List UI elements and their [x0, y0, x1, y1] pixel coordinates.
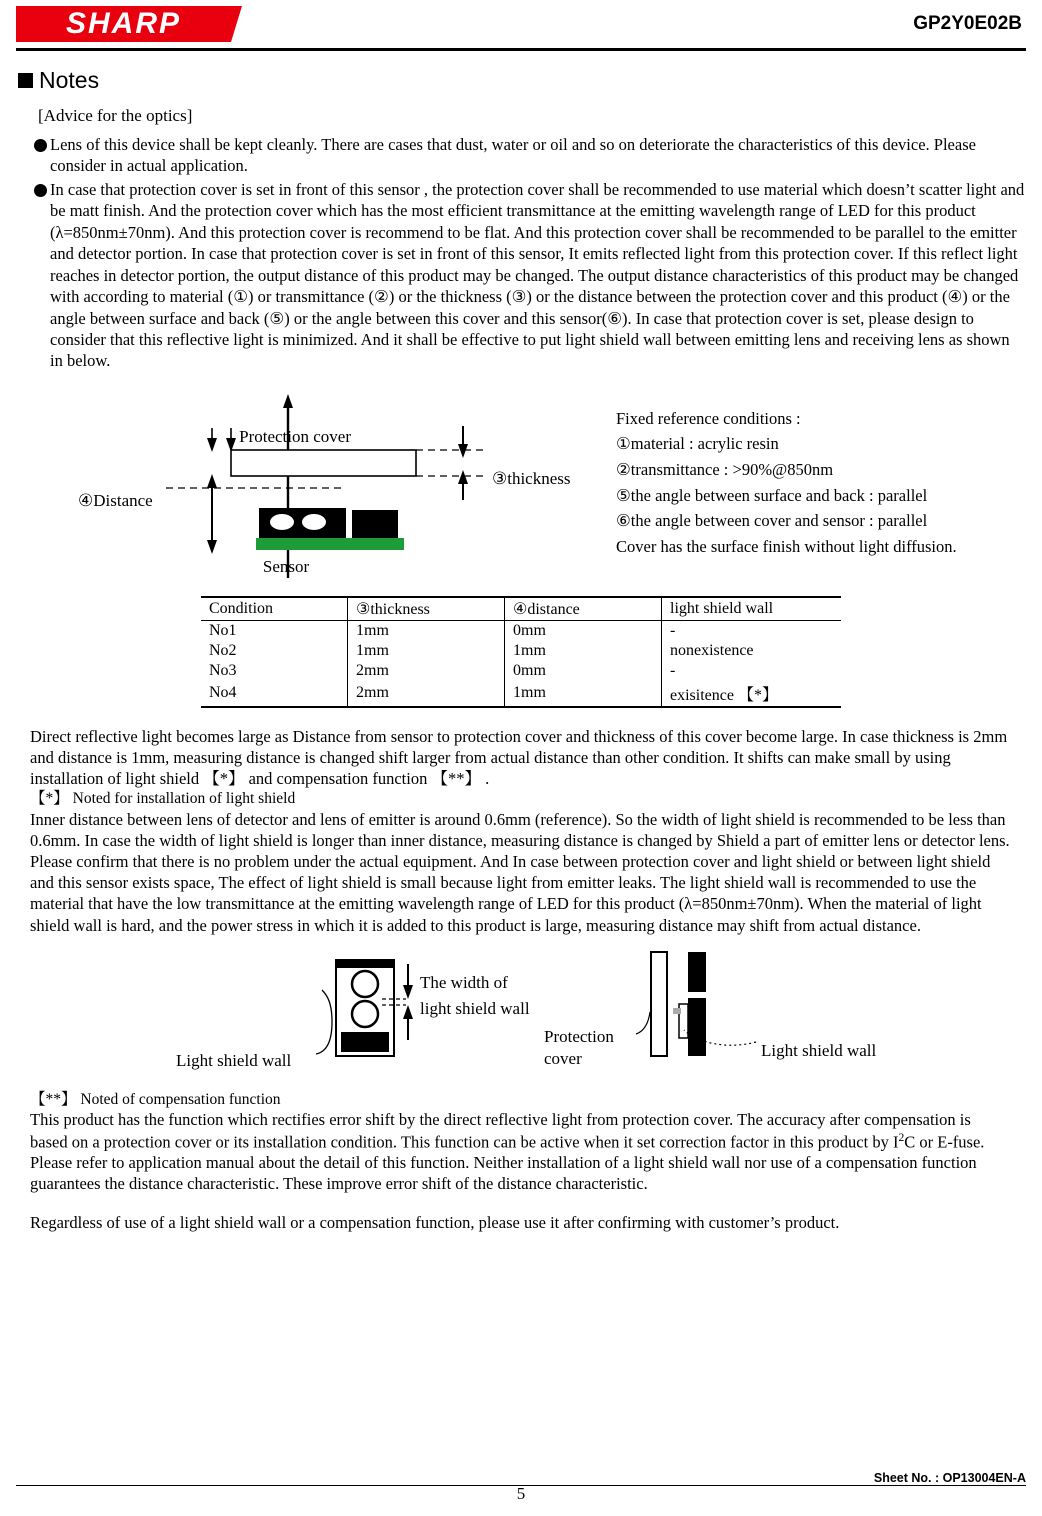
fixed-condition-item: ⑥the angle between cover and sensor : parallel — [616, 511, 928, 531]
square-bullet-icon — [18, 73, 33, 88]
label-protection-cover-line2: cover — [544, 1048, 582, 1068]
figure1-svg — [16, 388, 616, 588]
table-header-cell: light shield wall — [662, 597, 842, 621]
body-paragraphs — [30, 726, 1012, 936]
label-thickness: ③thickness — [492, 468, 571, 488]
table-row — [201, 620, 841, 641]
fixed-condition-item: ⑤the angle between surface and back : parallel — [616, 485, 928, 505]
condition-table — [201, 596, 841, 708]
sheet-number: Sheet No. : OP13004EN-A — [873, 1471, 1026, 1485]
sharp-logo — [16, 6, 231, 42]
table-cell: 1mm — [505, 681, 662, 707]
compensation-body-part2: C or E-fuse. Please refer to application manual about the detail of this function. Neither installation of a light shield wall nor use of a compensation function guarantees the distance characteristic. These improve error shift of the distance characteristic. — [30, 1132, 985, 1194]
table-header-row — [201, 597, 841, 621]
compensation-body-part1: This product has the function which rectifies error shift by the direct reflective light from protection cover. The accuracy after compensation is based on a protection cover or its installation condition. This function can be active when it set correction factor in this product by I — [30, 1110, 971, 1152]
condition-table-wrapper — [201, 596, 841, 708]
table-cell: exisitence 【*】 — [662, 681, 842, 707]
table-header-cell: ③thickness — [348, 597, 505, 621]
table-cell: 0mm — [505, 620, 662, 641]
fixed-conditions-heading: Fixed reference conditions : — [616, 408, 801, 428]
label-width-of-line2: light shield wall — [420, 998, 530, 1018]
fixed-condition-item: Cover has the surface finish without light diffusion. — [616, 536, 957, 556]
compensation-section — [30, 1090, 1012, 1234]
table-cell: 0mm — [505, 661, 662, 681]
notes-bullet-list — [34, 134, 1026, 372]
bullet-text: In case that protection cover is set in front of this sensor , the protection cover shall be recommended to use material which doesn’t scatter light and be matt finish. And the protection cover which has the most efficient transmittance at the emitting wavelength range of LED for this product (λ=850nm±70nm). And this protection cover is recommend to be flat. And this protection cover shall be recommended to be parallel to the emitter and detector portion. In case that protection cover is set in front of this sensor, It emits reflected light from this protection cover. If this reflect light reaches in detector portion, the output distance of this product may be changed. The output distance characteristics of this product may be changed with according to material (①) or transmittance (②) or the thickness (③) or the distance between the protection cover and this product (④) or the angle between surface and back (⑤) or the angle between this cover and this sensor(⑥). In case that protection cover is set, please design to consider that this reflective light is minimized. And it shall be effective to put light shield wall between emitting lens and receiving lens as shown in below. — [50, 179, 1025, 371]
table-cell: No2 — [209, 641, 237, 659]
label-sensor: Sensor — [262, 556, 310, 576]
fixed-reference-conditions — [616, 406, 957, 559]
table-cell: No3 — [209, 661, 237, 679]
table-cell: 1mm — [505, 641, 662, 661]
filled-circle-bullet-icon — [34, 184, 47, 197]
figure2-svg — [16, 946, 1026, 1086]
fixed-condition-item: ①material : acrylic resin — [616, 434, 779, 454]
paragraph-compensation-heading: 【**】 Noted of compensation function — [30, 1090, 281, 1108]
page-header — [16, 0, 1026, 51]
figure-light-shield-diagram — [16, 946, 1026, 1086]
table-header-cell: Condition — [201, 597, 348, 621]
table-cell: No4 — [201, 681, 348, 707]
label-light-shield-wall-left: Light shield wall — [176, 1050, 292, 1070]
section-title — [18, 67, 1026, 94]
paragraph-light-shield-body: Inner distance between lens of detector and lens of emitter is around 0.6mm (reference). So the width of light shield is recommended to be less than 0.6mm. In case the width of light shield is longer than inner distance, measuring distance is changed by Shield a part of emitter lens or detector lens. Please confirm that there is no problem under the actual equipment. And In case between protection cover and light shield or between light shield and this sensor exists space, The effect of light shield is small because light from emitter leaks. The light shield wall is recommended to use the material that have the low transmittance at the emitting wavelength range of LED for this product (λ=850nm±70nm). When the material of light shield wall is hard, and the power stress in which it is added to this product is large, measuring distance may shift from actual distance. — [30, 809, 1010, 935]
section-subtitle: [Advice for the optics] — [38, 106, 193, 125]
part-number: GP2Y0E02B — [913, 13, 1022, 34]
label-protection-cover-line1: Protection — [544, 1026, 614, 1046]
paragraph-direct-reflective: Direct reflective light becomes large as Distance from sensor to protection cover and thickness of this cover become large. In case thickness is 2mm and distance is 1mm, measuring distance is changed shift larger from actual distance than other condition. It shifts can make small by using installation of light shield 【*】 and compensation function 【**】 . — [30, 726, 1008, 789]
page-footer — [16, 1471, 1026, 1504]
section-title-text: Notes — [39, 67, 100, 93]
paragraph-light-shield-heading: 【*】 Noted for installation of light shield — [30, 790, 296, 808]
table-cell: 1mm — [348, 620, 505, 641]
list-item — [34, 134, 1026, 177]
table-header-cell: ④distance — [505, 597, 662, 621]
label-width-of-line1: The width of — [420, 972, 508, 992]
table-cell: 2mm — [348, 681, 505, 707]
table-cell: - — [662, 620, 842, 641]
table-cell: No1 — [209, 621, 237, 639]
label-light-shield-wall-right: Light shield wall — [761, 1040, 877, 1060]
paragraph-compensation-body — [30, 1109, 1012, 1194]
table-cell: - — [662, 661, 842, 681]
table-row — [201, 661, 841, 681]
table-row — [201, 641, 841, 661]
logo-text: SHARP — [65, 7, 181, 40]
table-row — [201, 681, 841, 707]
page-number: 5 — [516, 1484, 526, 1503]
paragraph-regardless: Regardless of use of a light shield wall or a compensation function, please use it after confirming with customer’s product. — [30, 1213, 840, 1233]
list-item — [34, 179, 1026, 372]
table-cell: nonexistence — [662, 641, 842, 661]
label-protection-cover: Protection cover — [239, 426, 351, 446]
fixed-condition-item: ②transmittance : >90%@850nm — [616, 459, 834, 479]
bullet-text: Lens of this device shall be kept cleanly. There are cases that dust, water or oil and so on deteriorate the characteristics of this device. Please consider in actual application. — [50, 135, 976, 176]
figure-protection-cover-diagram — [16, 388, 1026, 588]
table-cell: 1mm — [348, 641, 505, 661]
table-cell: 2mm — [348, 661, 505, 681]
filled-circle-bullet-icon — [34, 139, 47, 152]
label-distance: ④Distance — [78, 490, 153, 510]
superscript-two: 2 — [898, 1131, 905, 1144]
